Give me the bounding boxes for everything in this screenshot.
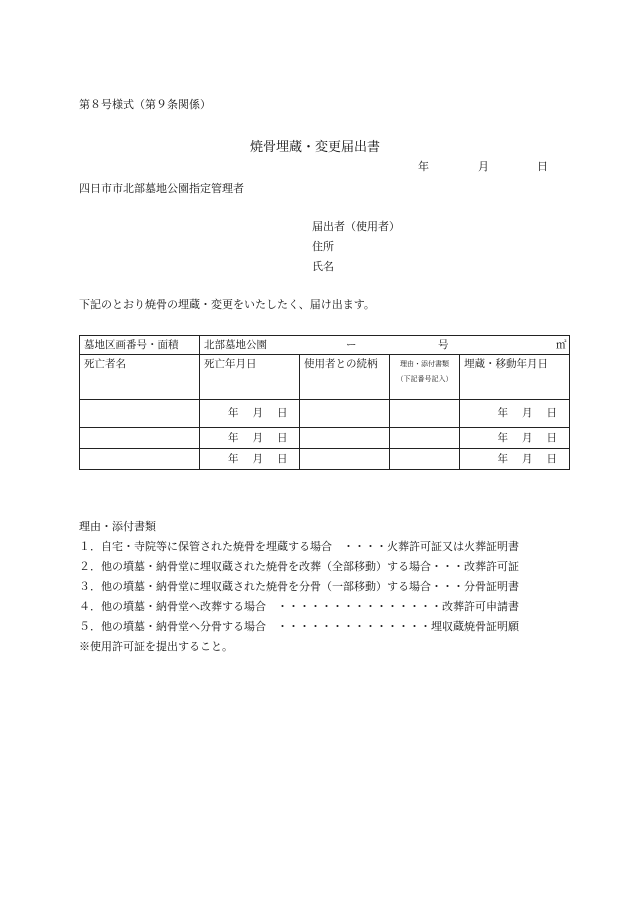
header-death-date: 死亡年月日 [200, 355, 300, 400]
addressee: 四日市市北部墓地公園指定管理者 [79, 182, 244, 195]
ymd-year: 年 [228, 407, 239, 419]
ymd-day: 日 [277, 407, 288, 419]
ymd-day: 日 [546, 407, 557, 419]
burial-date-cell[interactable] [460, 449, 570, 470]
ymd-month: 月 [522, 453, 533, 465]
table-row [80, 449, 570, 470]
ymd-month: 月 [252, 407, 263, 419]
ymd-month: 月 [522, 407, 533, 419]
header-reason-docs-note: （下記番号記入） [396, 375, 453, 383]
burial-table [79, 335, 570, 470]
reason-item-5: ５．他の墳墓・納骨堂へ分骨する場合 ・・・・・・・・・・・・・・埋収蔵焼骨証明願 [79, 620, 519, 633]
header-deceased-name: 死亡者名 [80, 355, 200, 400]
deceased-name-cell[interactable] [80, 428, 200, 449]
address-label: 住所 [312, 240, 334, 253]
header-burial-date: 埋蔵・移動年月日 [460, 355, 570, 400]
date-day-label: 日 [537, 160, 548, 173]
plot-row [80, 336, 570, 355]
reason-cell[interactable] [390, 428, 460, 449]
relationship-cell[interactable] [300, 400, 390, 428]
header-row [80, 355, 570, 400]
document-title: 焼骨埋蔵・変更届出書 [249, 140, 380, 155]
header-reason-docs-label: 理由・添付書類 [400, 360, 449, 368]
ymd-day: 日 [546, 453, 557, 465]
ymd-month: 月 [252, 432, 263, 444]
header-relationship: 使用者との続柄 [300, 355, 390, 400]
reason-cell[interactable] [390, 449, 460, 470]
number-unit: 号 [438, 339, 449, 351]
form-number: 第８号様式（第９条関係） [79, 98, 211, 111]
reasons-section [79, 517, 519, 657]
ymd-year: 年 [497, 432, 508, 444]
ymd-month: 月 [252, 453, 263, 465]
relationship-cell[interactable] [300, 449, 390, 470]
death-date-cell[interactable] [200, 428, 300, 449]
plot-dash: ー [346, 339, 357, 351]
date-year-label: 年 [418, 160, 429, 173]
plot-area-cell[interactable] [200, 336, 570, 355]
burial-date-cell[interactable] [460, 428, 570, 449]
park-name: 北部墓地公園 [204, 339, 267, 351]
ymd-day: 日 [277, 432, 288, 444]
table-row [80, 428, 570, 449]
ymd-day: 日 [277, 453, 288, 465]
deceased-name-cell[interactable] [80, 400, 200, 428]
death-date-cell[interactable] [200, 449, 300, 470]
reason-cell[interactable] [390, 400, 460, 428]
reason-item-3: ３．他の墳墓・納骨堂に埋収蔵された焼骨を分骨（一部移動）する場合・・・分骨証明書 [79, 580, 519, 593]
plot-label: 墓地区画番号・面積 [80, 336, 200, 355]
area-unit: ㎡ [556, 339, 567, 351]
submitter-label: 届出者（使用者） [312, 220, 400, 233]
reason-item-4: ４．他の墳墓・納骨堂へ改葬する場合 ・・・・・・・・・・・・・・・改葬許可申請書 [79, 600, 519, 613]
header-reason-docs [390, 355, 460, 400]
ymd-year: 年 [497, 453, 508, 465]
table-row [80, 400, 570, 428]
ymd-month: 月 [522, 432, 533, 444]
relationship-cell[interactable] [300, 428, 390, 449]
burial-date-cell[interactable] [460, 400, 570, 428]
ymd-year: 年 [497, 407, 508, 419]
reason-item-1: １．自宅・寺院等に保管された焼骨を埋蔵する場合 ・・・・火葬許可証又は火葬証明書 [79, 540, 519, 553]
ymd-year: 年 [228, 432, 239, 444]
ymd-year: 年 [228, 453, 239, 465]
reasons-heading: 理由・添付書類 [79, 520, 156, 533]
ymd-day: 日 [546, 432, 557, 444]
date-month-label: 月 [478, 160, 489, 173]
intro-text: 下記のとおり焼骨の埋蔵・変更をいたしたく、届け出ます。 [79, 298, 375, 311]
permit-note: ※使用許可証を提出すること。 [79, 640, 233, 653]
reason-item-2: ２．他の墳墓・納骨堂に埋収蔵された焼骨を改葬（全部移動）する場合・・・改葬許可証 [79, 560, 519, 573]
name-label: 氏名 [312, 260, 334, 273]
deceased-name-cell[interactable] [80, 449, 200, 470]
death-date-cell[interactable] [200, 400, 300, 428]
